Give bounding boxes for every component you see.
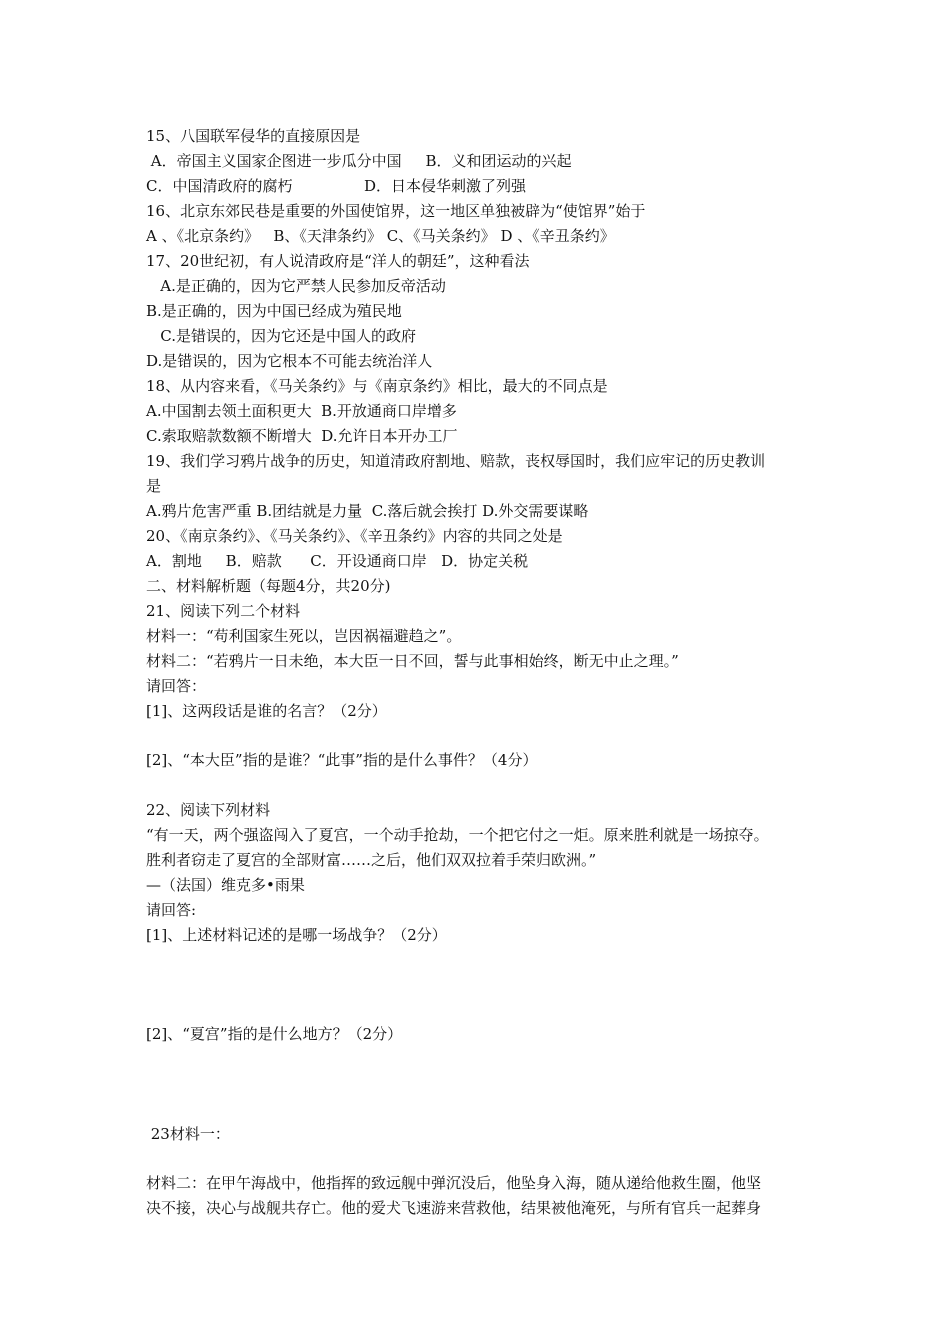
q16-options: A 、《北京条约》 B、《天津条约》 C、《马关条约》 D 、《辛丑条约》 xyxy=(146,227,615,245)
question-23: 23材料一： xyxy=(146,1125,230,1143)
question-18: 18、从内容来看，《马关条约》与《南京条约》相比，最大的不同点是 xyxy=(146,377,608,395)
q22-attribution: —（法国）维克多•雨果 xyxy=(146,876,305,894)
question-15: 15、八国联军侵华的直接原因是 xyxy=(146,127,361,145)
q18-options-cd: C.索取赔款数额不断增大 D.允许日本开办工厂 xyxy=(146,427,458,445)
question-21: 21、阅读下列二个材料 xyxy=(146,602,301,620)
q21-sub-2: [2]、“本大臣”指的是谁？“此事”指的是什么事件？（4分） xyxy=(146,751,538,769)
q23-material-2-line-2: 决不接，决心与战舰共存亡。他的爱犬飞速游来营救他，结果被他淹死，与所有官兵一起葬身 xyxy=(146,1199,762,1217)
q15-options-cd: C．中国清政府的腐朽 D．日本侵华刺激了列强 xyxy=(146,177,527,195)
q17-option-c: C.是错误的，因为它还是中国人的政府 xyxy=(146,327,417,345)
question-19: 19、我们学习鸦片战争的历史，知道清政府割地、赔款，丧权辱国时，我们应牢记的历史教训 xyxy=(146,452,766,470)
q17-option-b: B.是正确的，因为中国已经成为殖民地 xyxy=(146,302,402,320)
section-2-heading: 二、材料解析题（每题4分，共20分) xyxy=(146,577,391,595)
q22-sub-1: [1]、上述材料记述的是哪一场战争？（2分） xyxy=(146,926,447,944)
q17-option-d: D.是错误的，因为它根本不可能去统治洋人 xyxy=(146,352,433,370)
q21-material-2: 材料二：“若鸦片一日未绝，本大臣一日不回，誓与此事相始终，断无中止之理。” xyxy=(146,652,679,670)
q21-sub-1: [1]、这两段话是谁的名言？（2分） xyxy=(146,702,387,720)
q15-options-ab: A．帝国主义国家企图进一步瓜分中国 B．义和团运动的兴起 xyxy=(146,152,572,170)
q22-material-line-2: 胜利者窃走了夏宫的全部财富……之后，他们双双拉着手荣归欧洲。” xyxy=(146,851,597,869)
q17-option-a: A.是正确的，因为它严禁人民参加反帝活动 xyxy=(146,277,446,295)
question-17: 17、20世纪初，有人说清政府是“洋人的朝廷”，这种看法 xyxy=(146,252,530,270)
q18-options-ab: A.中国割去领土面积更大 B.开放通商口岸增多 xyxy=(146,402,457,420)
q19-options: A.鸦片危害严重 B.团结就是力量 C.落后就会挨打 D.外交需要谋略 xyxy=(146,502,589,520)
question-22: 22、阅读下列材料 xyxy=(146,801,271,819)
question-16: 16、北京东郊民巷是重要的外国使馆界，这一地区单独被辟为“使馆界”始于 xyxy=(146,202,646,220)
question-20: 20、《南京条约》、《马关条约》、《辛丑条约》内容的共同之处是 xyxy=(146,527,563,545)
q23-material-2-line-1: 材料二：在甲午海战中，他指挥的致远舰中弹沉没后，他坠身入海，随从递给他救生圈，他坚 xyxy=(146,1174,762,1192)
q22-answer-prompt: 请回答: xyxy=(146,901,197,919)
q22-material-line-1: “有一天，两个强盗闯入了夏宫，一个动手抢劫，一个把它付之一炬。原来胜利就是一场掠夺。 xyxy=(146,826,769,844)
q21-answer-prompt: 请回答： xyxy=(146,677,207,695)
q20-options: A．割地 B．赔款 C．开设通商口岸 D．协定关税 xyxy=(146,552,529,570)
q22-sub-2: [2]、“夏宫”指的是什么地方？（2分） xyxy=(146,1025,403,1043)
q21-material-1: 材料一：“苟利国家生死以，岂因祸福避趋之”。 xyxy=(146,627,462,645)
question-19-cont: 是 xyxy=(146,477,162,495)
